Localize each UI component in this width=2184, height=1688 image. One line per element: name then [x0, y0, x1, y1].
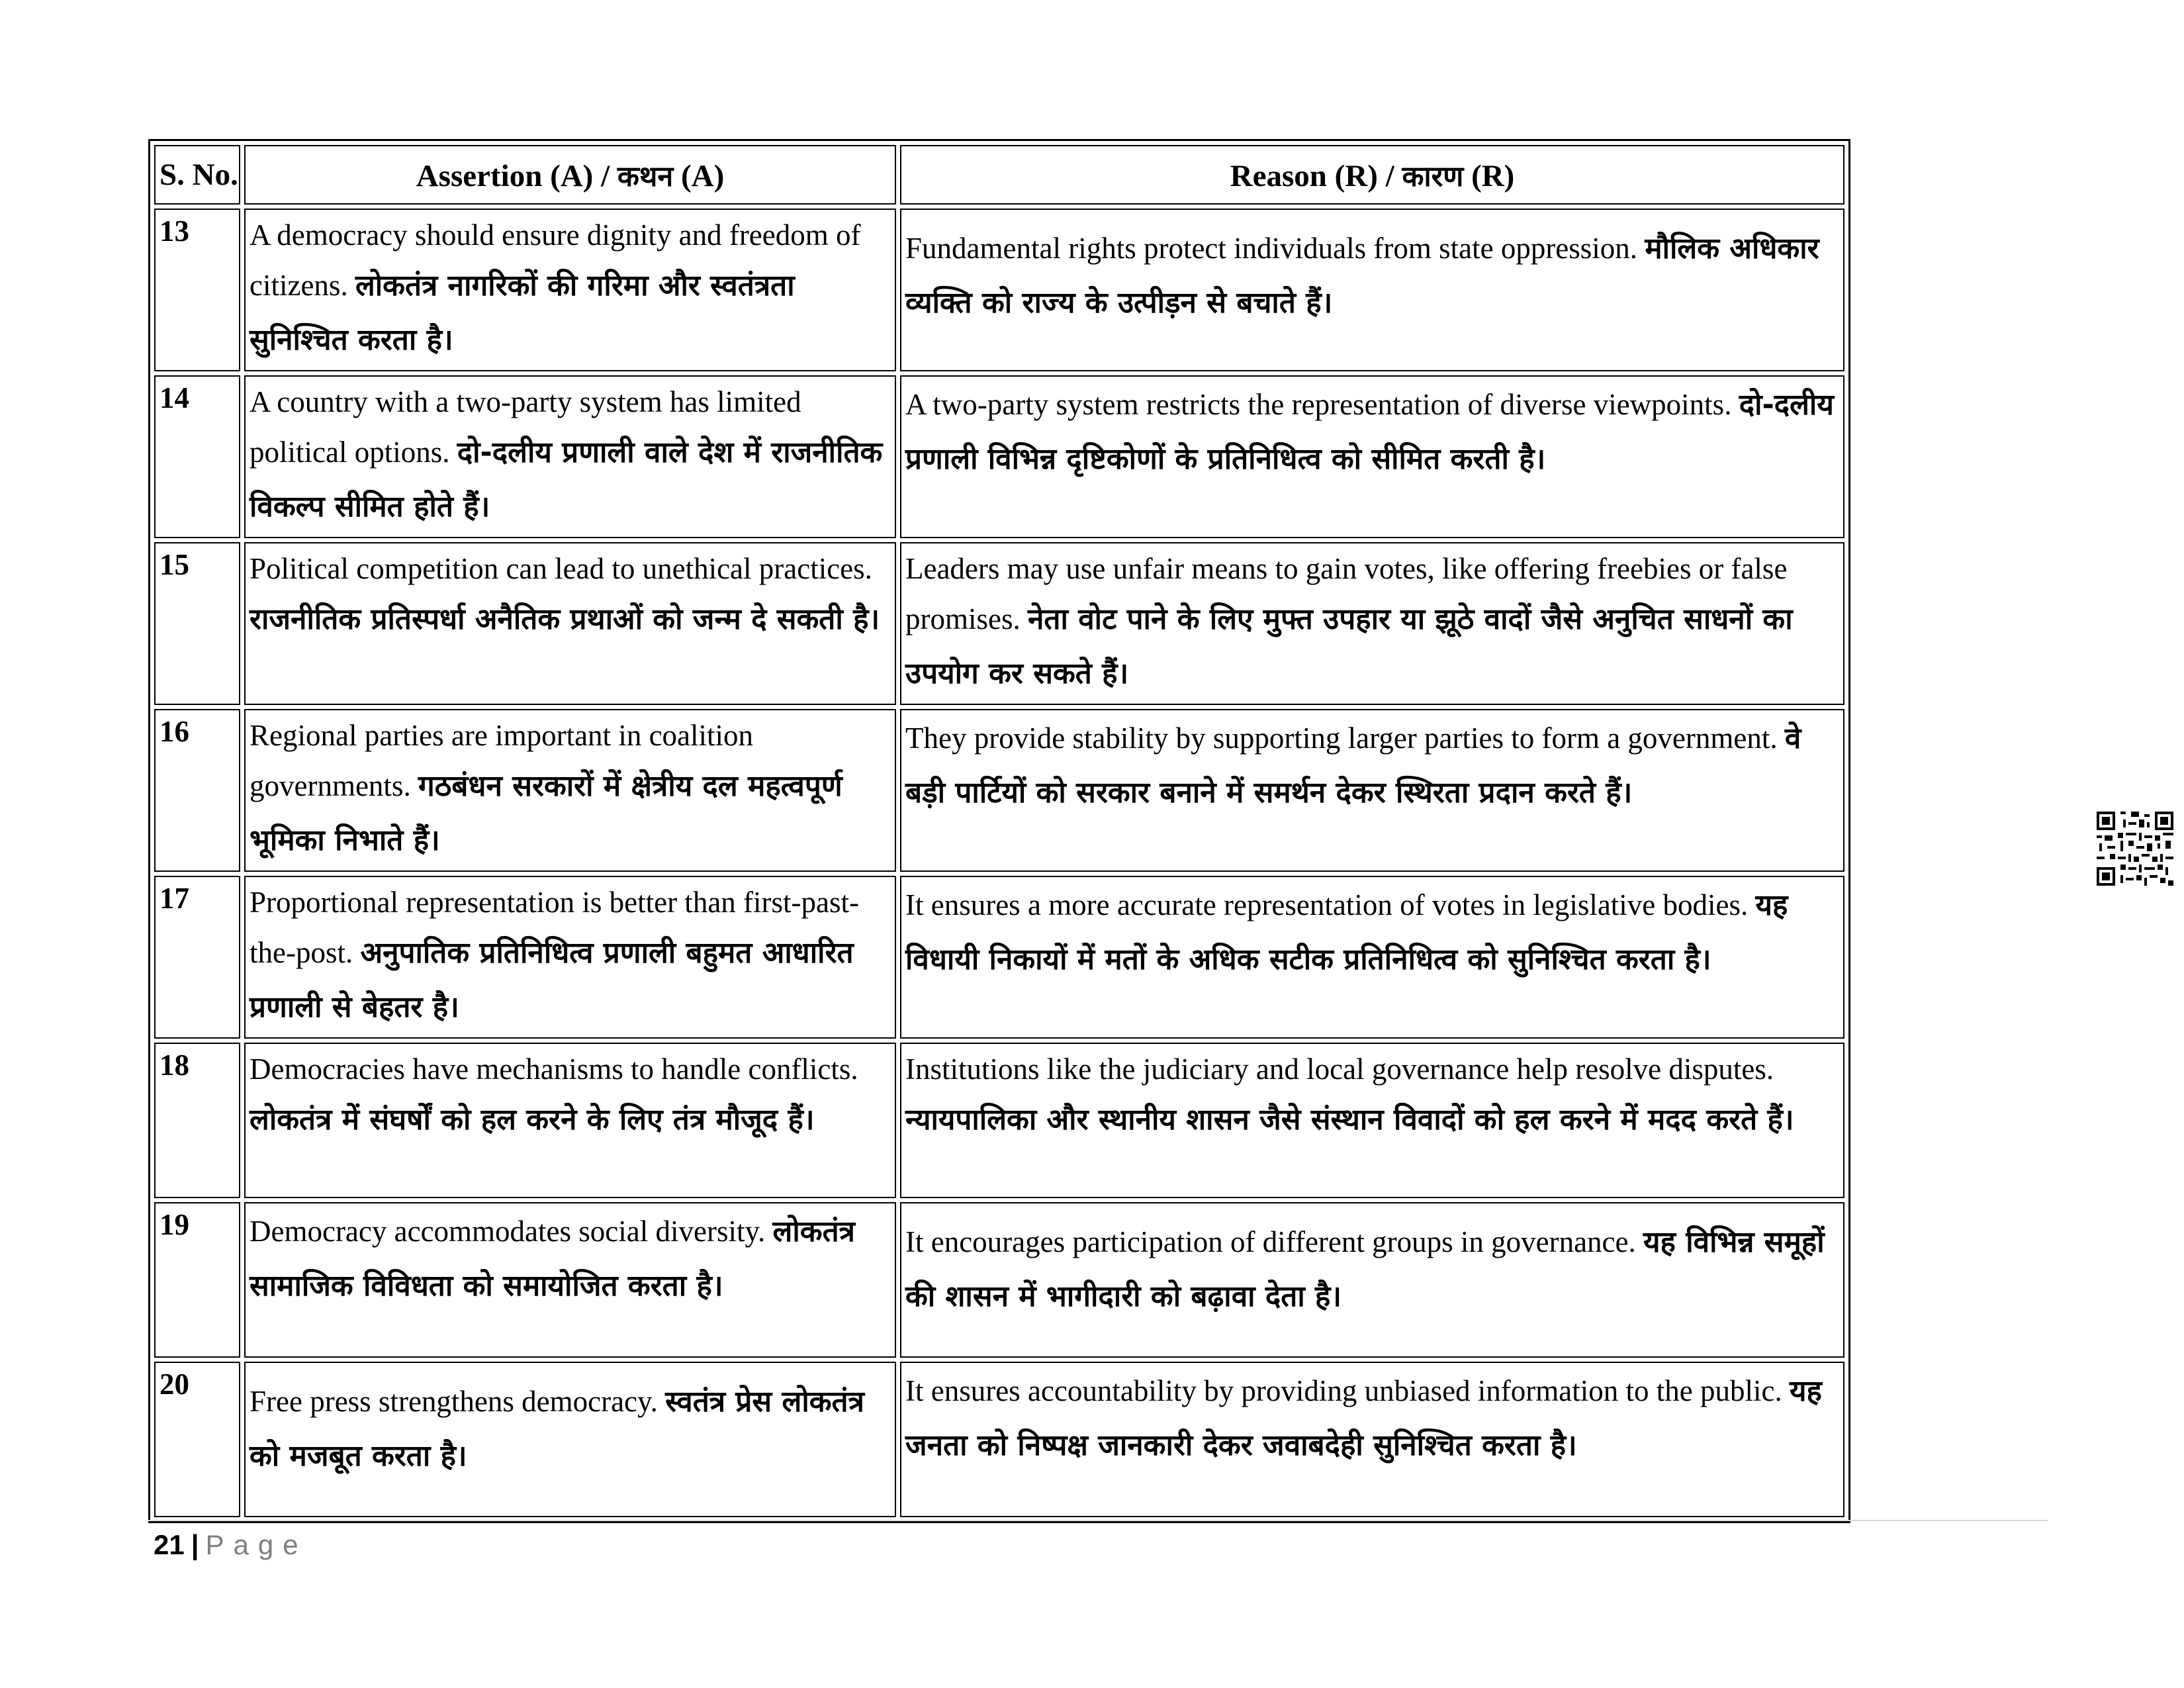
row-number: 13 — [154, 209, 240, 371]
row-number: 19 — [154, 1202, 240, 1358]
table-row — [154, 1362, 1844, 1517]
table-row — [154, 709, 1844, 872]
assertion-english: Democracies have mechanisms to handle conflicts. — [250, 1053, 858, 1086]
header-sno-label: S. No. — [159, 158, 238, 192]
assertion-hindi: राजनीतिक प्रतिस्पर्धा अनैतिक प्रथाओं को जन्म दे सकती है। — [250, 602, 880, 636]
assertion-cell — [244, 542, 896, 705]
assertion-english: Proportional representation is better than first-past-the-post. — [250, 886, 859, 969]
assertion-english: Free press strengthens democracy. — [250, 1385, 658, 1418]
reason-cell — [900, 209, 1844, 371]
header-assertion-en: Assertion (A) / — [416, 158, 610, 193]
reason-english: It encourages participation of different groups in governance. — [905, 1225, 1636, 1258]
reason-hindi: यह जनता को निष्पक्ष जानकारी देकर जवाबदेही सुनिश्चित करता है। — [905, 1374, 1822, 1462]
reason-english: Fundamental rights protect individuals from state oppression. — [905, 232, 1638, 265]
assertion-cell — [244, 1202, 896, 1358]
reason-english: Leaders may use unfair means to gain votes, like offering freebies or false promises. — [905, 552, 1788, 635]
reason-hindi: दो-दलीय प्रणाली विभिन्न दृष्टिकोणों के प्रतिनिधित्व को सीमित करती है। — [905, 388, 1834, 476]
reason-english: It ensures a more accurate representation of votes in legislative bodies. — [905, 888, 1749, 921]
row-number: 14 — [154, 375, 240, 538]
reason-cell — [900, 876, 1844, 1039]
table-row — [154, 375, 1844, 538]
footer-divider — [148, 1520, 2048, 1521]
reason-english: Institutions like the judiciary and local governance help resolve disputes. — [905, 1053, 1774, 1086]
assertion-hindi: दो-दलीय प्रणाली वाले देश में राजनीतिक विकल्प सीमित होते हैं। — [250, 436, 883, 524]
reason-english: A two-party system restricts the representation of diverse viewpoints. — [905, 388, 1732, 421]
row-number: 20 — [154, 1362, 240, 1517]
assertion-cell — [244, 375, 896, 538]
assertion-cell — [244, 1362, 896, 1517]
page-label: Page — [205, 1529, 308, 1560]
header-reason-suffix: (R) — [1471, 158, 1515, 193]
row-number: 15 — [154, 542, 240, 705]
table-row — [154, 1043, 1844, 1198]
assertion-cell — [244, 209, 896, 371]
assertion-cell — [244, 709, 896, 872]
header-assertion-suffix: (A) — [681, 158, 725, 193]
assertion-english: Political competition can lead to unethical practices. — [250, 552, 872, 585]
reason-cell — [900, 1043, 1844, 1198]
reason-cell — [900, 1202, 1844, 1358]
table-header-row — [154, 145, 1844, 205]
qr-code-icon — [2094, 809, 2176, 888]
table-row — [154, 1202, 1844, 1358]
assertion-hindi: लोकतंत्र नागरिकों की गरिमा और स्वतंत्रता सुनिश्चित करता है। — [250, 269, 795, 357]
assertion-english: Regional parties are important in coalition governments. — [250, 719, 754, 802]
table-row — [154, 876, 1844, 1039]
assertion-cell — [244, 1043, 896, 1198]
row-number: 16 — [154, 709, 240, 872]
reason-hindi: वे बड़ी पार्टियों को सरकार बनाने में समर्थन देकर स्थिरता प्रदान करते हैं। — [905, 722, 1801, 810]
assertion-reason-table — [148, 139, 1850, 1523]
footer-separator: | — [191, 1529, 199, 1560]
assertion-hindi: स्वतंत्र प्रेस लोकतंत्र को मजबूत करता है। — [250, 1385, 864, 1473]
reason-english: It ensures accountability by providing unbiased information to the public. — [905, 1374, 1782, 1407]
reason-hindi: यह विभिन्न समूहों की शासन में भागीदारी को बढ़ावा देता है। — [905, 1225, 1825, 1313]
reason-cell — [900, 709, 1844, 872]
assertion-english: Democracy accommodates social diversity. — [250, 1215, 766, 1248]
assertion-hindi: लोकतंत्र सामाजिक विविधता को समायोजित करता है। — [250, 1215, 855, 1303]
table-row — [154, 209, 1844, 371]
header-reason-hi: कारण — [1402, 160, 1464, 193]
reason-hindi: न्यायपालिका और स्थानीय शासन जैसे संस्थान विवादों को हल करने में मदद करते हैं। — [905, 1103, 1794, 1137]
header-sno — [154, 145, 240, 205]
page-number: 21 — [154, 1529, 185, 1560]
assertion-cell — [244, 876, 896, 1039]
header-reason-en: Reason (R) / — [1230, 158, 1394, 193]
reason-cell — [900, 542, 1844, 705]
reason-hindi: यह विधायी निकायों में मतों के अधिक सटीक प्रतिनिधित्व को सुनिश्चित करता है। — [905, 888, 1788, 976]
assertion-hindi: गठबंधन सरकारों में क्षेत्रीय दल महत्वपूर्ण भूमिका निभाते हैं। — [250, 769, 842, 857]
reason-cell — [900, 1362, 1844, 1517]
row-number: 18 — [154, 1043, 240, 1198]
table-row — [154, 542, 1844, 705]
header-reason — [900, 145, 1844, 205]
assertion-english: A democracy should ensure dignity and freedom of citizens. — [250, 218, 861, 302]
assertion-hindi: अनुपातिक प्रतिनिधित्व प्रणाली बहुमत आधारित प्रणाली से बेहतर है। — [250, 936, 854, 1024]
assertion-hindi: लोकतंत्र में संघर्षों को हल करने के लिए तंत्र मौजूद हैं। — [250, 1103, 815, 1137]
reason-hindi: मौलिक अधिकार व्यक्ति को राज्य के उत्पीड़न से बचाते हैं। — [905, 232, 1819, 320]
reason-cell — [900, 375, 1844, 538]
header-assertion — [244, 145, 896, 205]
reason-hindi: नेता वोट पाने के लिए मुफ्त उपहार या झूठे वादों जैसे अनुचित साधनों का उपयोग कर सकते हैं। — [905, 602, 1793, 690]
assertion-english: A country with a two-party system has limited political options. — [250, 385, 801, 469]
header-assertion-hi: कथन — [617, 160, 674, 193]
page-footer — [154, 1526, 308, 1564]
row-number: 17 — [154, 876, 240, 1039]
reason-english: They provide stability by supporting larger parties to form a government. — [905, 722, 1778, 755]
